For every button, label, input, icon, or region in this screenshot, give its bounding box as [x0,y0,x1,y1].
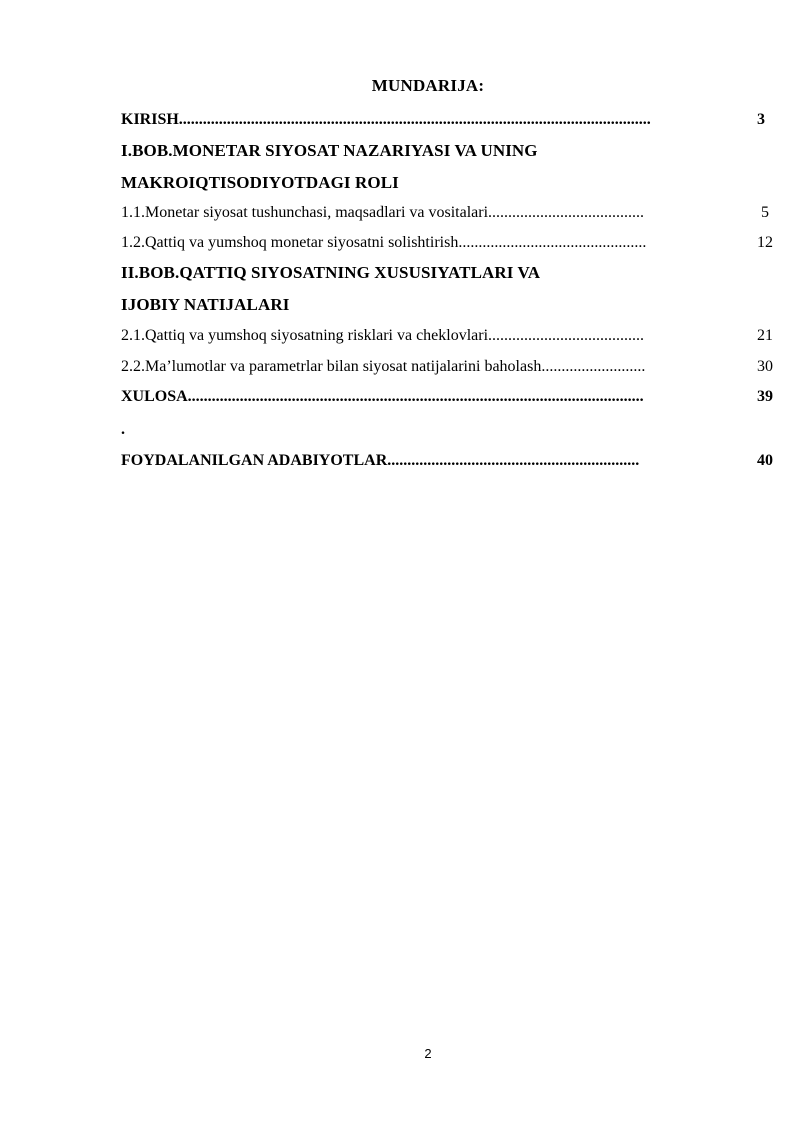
toc-title: MUNDARIJA: [371,76,485,95]
toc-entry-page: 21 [757,327,773,344]
toc-entry-label: 2.2.Ma’lumotlar va parametrlar bilan siyosat natijalarini baholash.......................... [121,358,646,375]
toc-entry-label: 1.1.Monetar siyosat tushunchasi, maqsadlari va vositalari....................................... [121,204,645,221]
chapter-2-heading-line-2: IJOBIY NATIJALARI [121,295,290,314]
toc-entry-intro [121,108,773,132]
toc-entry-section-1-1 [121,201,773,225]
toc-entry-page: 12 [757,234,773,251]
stray-dot: . [121,421,125,438]
chapter-1-heading-line-1: I.BOB.MONETAR SIYOSAT NAZARIYASI VA UNING [121,141,538,160]
toc-entry-page: 40 [757,452,773,469]
toc-entry-conclusion [121,385,773,409]
toc-entry-page: 3 [757,111,765,128]
toc-entry-label: XULOSA.................................................................................................................. [121,388,644,405]
toc-entry-page: 30 [757,358,773,375]
toc-entry-section-2-2 [121,355,773,379]
toc-entry-section-2-1 [121,324,773,348]
toc-entry-label: 2.1.Qattiq va yumshoq siyosatning risklari va cheklovlari....................................... [121,327,645,344]
chapter-1-heading-line-2: MAKROIQTISODIYOTDAGI ROLI [121,173,399,192]
chapter-2-heading-line-1: II.BOB.QATTIQ SIYOSATNING XUSUSIYATLARI VA [121,263,541,282]
toc-entry-label: 1.2.Qattiq va yumshoq monetar siyosatni solishtirish............................................... [121,234,647,251]
page-number: 2 [424,1046,432,1061]
toc-entry-page: 5 [761,204,769,221]
toc-entry-page: 39 [757,388,773,405]
toc-entry-references [121,449,773,473]
toc-entry-label: KIRISH...................................................................................................................... [121,111,651,128]
toc-entry-label: FOYDALANILGAN ADABIYOTLAR............................................................... [121,452,640,469]
toc-entry-section-1-2 [121,231,773,255]
